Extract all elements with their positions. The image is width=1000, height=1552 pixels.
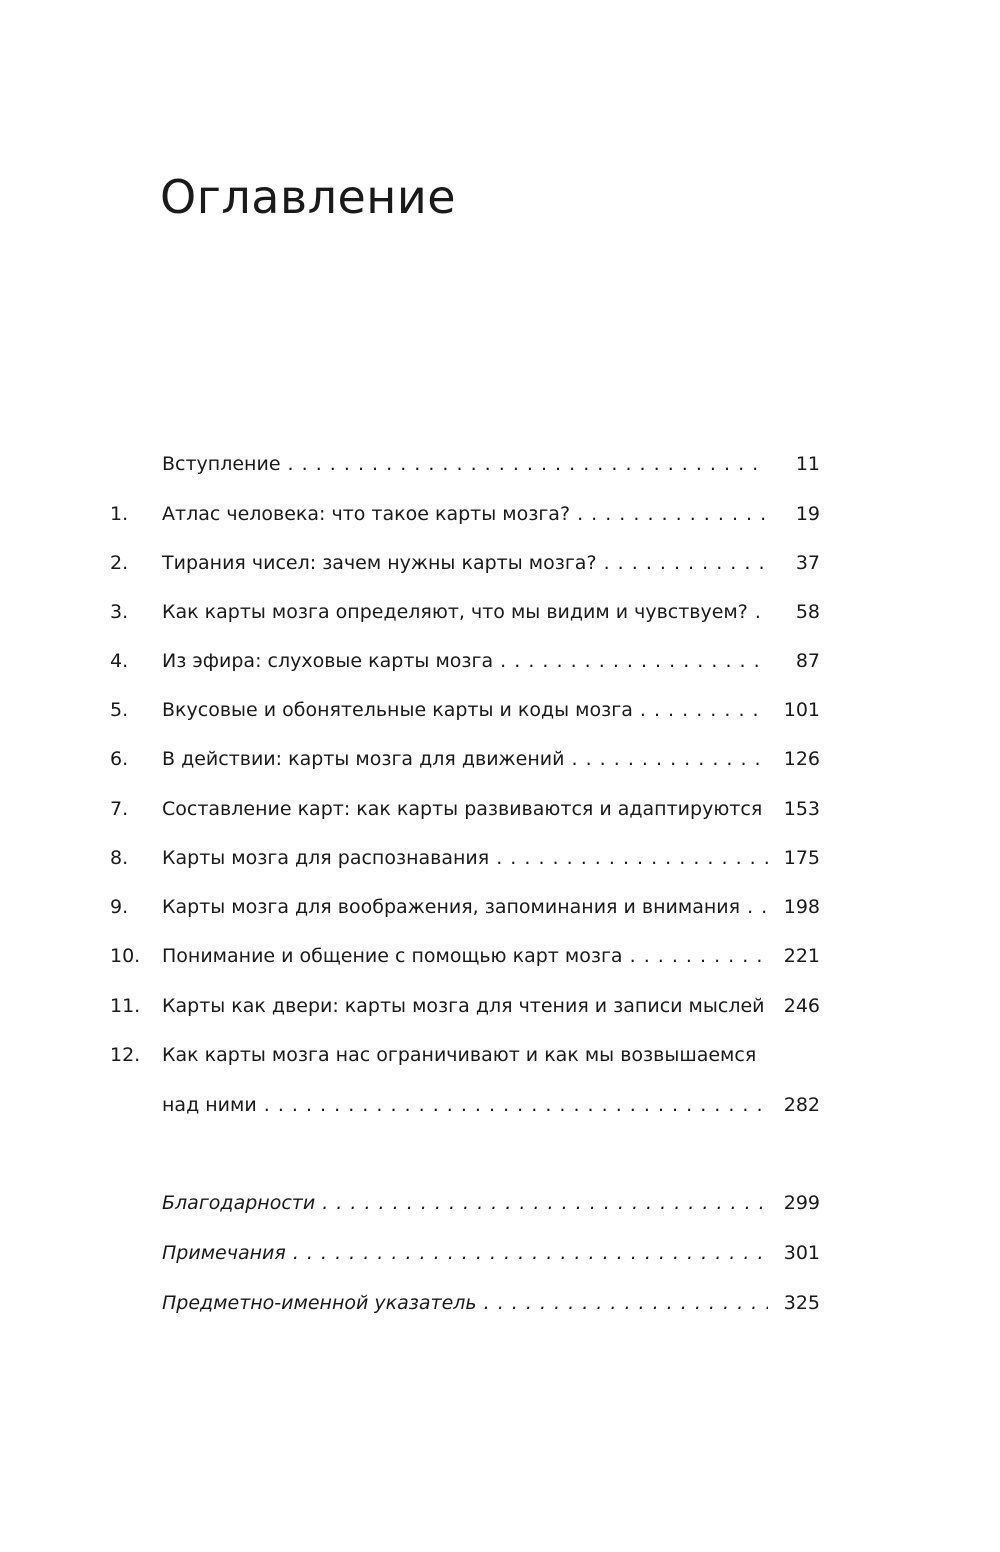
- toc-entry-page: 87: [795, 650, 820, 672]
- toc-entry-page: 37: [795, 552, 820, 574]
- toc-entry-chapter-3[interactable]: [110, 596, 820, 628]
- toc-entry-title: Карты мозга для воображения, запоминания и внимания . . .: [162, 891, 768, 923]
- toc-entry-title-continued: над ними . . .: [162, 1089, 768, 1121]
- toc-entry-title: Карты мозга для распознавания . . .: [162, 842, 768, 874]
- toc-entry-chapter-9[interactable]: [110, 891, 820, 923]
- toc-entry-number: 12.: [110, 1044, 141, 1066]
- toc-entry-number: 3.: [110, 601, 129, 623]
- toc-entry-number: 4.: [110, 650, 129, 672]
- toc-entry-number: 1.: [110, 503, 129, 525]
- toc-entry-chapter-4[interactable]: [110, 645, 820, 677]
- toc-entry-acknowledgements[interactable]: [110, 1187, 820, 1219]
- toc-entry-page: 325: [783, 1292, 820, 1314]
- toc-entry-index[interactable]: [110, 1287, 820, 1319]
- toc-entry-chapter-12[interactable]: [110, 1039, 820, 1071]
- toc-entry-notes[interactable]: [110, 1237, 820, 1269]
- toc-entry-title: Из эфира: слуховые карты мозга . . .: [162, 645, 768, 677]
- toc-entry-title: Карты как двери: карты мозга для чтения и записи мыслей . . .: [162, 990, 768, 1022]
- toc-entry-title: Вкусовые и обонятельные карты и коды мозга . . .: [162, 694, 768, 726]
- toc-entry-page: 11: [795, 453, 820, 475]
- toc-entry-number: 11.: [110, 995, 141, 1017]
- toc-entry-page: 299: [783, 1192, 820, 1214]
- toc-entry-title: Как карты мозга определяют, что мы видим и чувствуем? . . .: [162, 596, 768, 628]
- toc-entry-chapter-7[interactable]: [110, 793, 820, 825]
- toc-entry-chapter-10[interactable]: [110, 940, 820, 972]
- toc-entry-intro[interactable]: [110, 448, 820, 480]
- toc-entry-page: 58: [795, 601, 820, 623]
- toc-entry-number: 5.: [110, 699, 129, 721]
- toc-entry-number: 2.: [110, 552, 129, 574]
- toc-entry-chapter-6[interactable]: [110, 743, 820, 775]
- toc-entry-chapter-2[interactable]: [110, 547, 820, 579]
- toc-entry-title: Составление карт: как карты развиваются и адаптируются . . .: [162, 793, 768, 825]
- toc-entry-chapter-8[interactable]: [110, 842, 820, 874]
- toc-entry-chapter-12-continued[interactable]: [110, 1089, 820, 1121]
- toc-entry-page: 153: [783, 798, 820, 820]
- toc-entry-page: 126: [783, 748, 820, 770]
- toc-entry-number: 10.: [110, 945, 141, 967]
- toc-entry-chapter-11[interactable]: [110, 990, 820, 1022]
- page-title: Оглавление: [160, 170, 457, 224]
- toc-entry-title: Атлас человека: что такое карты мозга? . . .: [162, 498, 768, 530]
- toc-entry-page: 246: [783, 995, 820, 1017]
- toc-entry-title: Тирания чисел: зачем нужны карты мозга? . . .: [162, 547, 768, 579]
- toc-entry-number: 8.: [110, 847, 129, 869]
- toc-entry-page: 175: [783, 847, 820, 869]
- toc-entry-title: В действии: карты мозга для движений . . .: [162, 743, 768, 775]
- toc-entry-title: Благодарности . . .: [162, 1187, 768, 1219]
- toc-entry-title: Понимание и общение с помощью карт мозга . . .: [162, 940, 768, 972]
- toc-entry-page: 19: [795, 503, 820, 525]
- toc-entry-title: Как карты мозга нас ограничивают и как мы возвышаемся: [162, 1044, 757, 1066]
- toc-entry-page: 198: [783, 896, 820, 918]
- toc-entry-page: 101: [783, 699, 820, 721]
- toc-entry-page: 221: [783, 945, 820, 967]
- toc-entry-number: 7.: [110, 798, 129, 820]
- toc-entry-chapter-1[interactable]: [110, 498, 820, 530]
- toc-entry-number: 6.: [110, 748, 129, 770]
- toc-entry-title: Вступление . . .: [162, 448, 768, 480]
- toc-entry-number: 9.: [110, 896, 129, 918]
- toc-entry-title: Примечания . . .: [162, 1237, 768, 1269]
- toc-entry-title: Предметно-именной указатель . . .: [162, 1287, 768, 1319]
- toc-entry-page: 282: [783, 1094, 820, 1116]
- toc-entry-chapter-5[interactable]: [110, 694, 820, 726]
- toc-entry-page: 301: [783, 1242, 820, 1264]
